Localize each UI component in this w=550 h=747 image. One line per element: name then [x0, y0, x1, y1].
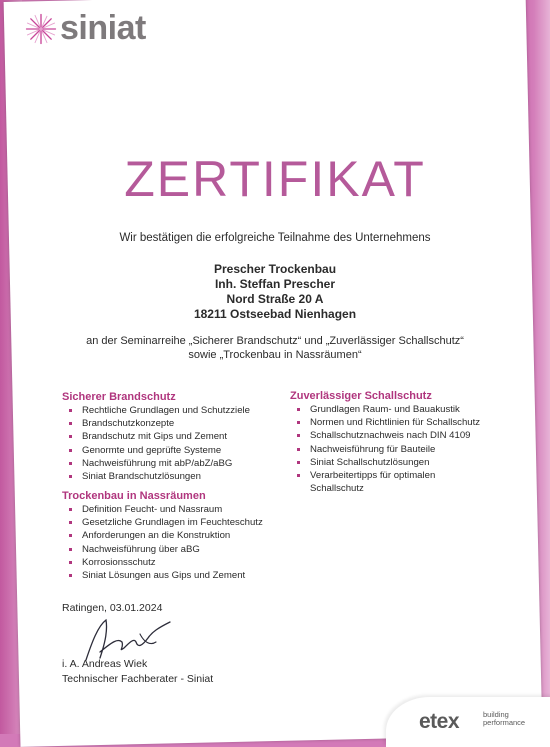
starburst-icon — [24, 12, 58, 46]
list-item: Anforderungen an die Konstruktion — [62, 529, 277, 542]
etex-tagline-line-1: building — [483, 710, 509, 719]
intro-text: Wir bestätigen die erfolgreiche Teilnahme des Unternehmens — [119, 232, 431, 244]
company-owner: Inh. Steffan Prescher — [214, 277, 336, 291]
seminar-line-2: sowie „Trockenbau in Nassräumen“ — [188, 349, 362, 361]
signer-role: Technischer Fachberater - Siniat — [62, 673, 214, 685]
etex-logo — [386, 697, 550, 734]
list-item: Verarbeitertipps für optimalen Schallschutz — [290, 469, 490, 495]
list-item: Nachweisführung über aBG — [62, 543, 277, 556]
list-item: Gesetzliche Grundlagen im Feuchteschutz — [62, 516, 277, 529]
seminar-line-1: an der Seminarreihe „Sicherer Brandschutz“ und „Zuverlässiger Schallschutz“ — [86, 335, 464, 347]
logo-wordmark: siniat — [60, 9, 146, 47]
signer-block — [62, 657, 213, 687]
list-item: Nachweisführung mit abP/abZ/aBG — [62, 457, 277, 470]
company-name: Prescher Trockenbau — [213, 262, 337, 276]
seminar-text — [0, 334, 550, 362]
list-item: Nachweisführung für Bauteile — [290, 443, 490, 456]
section-schallschutz — [290, 389, 490, 495]
section-heading: Zuverlässiger Schallschutz — [290, 390, 432, 402]
company-city: 18211 Ostseebad Nienhagen — [193, 307, 357, 321]
etex-tagline — [483, 711, 525, 727]
section-heading: Sicherer Brandschutz — [62, 391, 176, 403]
etex-wordmark: etex — [419, 710, 460, 733]
list-item: Genormte und geprüfte Systeme — [62, 444, 277, 457]
list-item: Siniat Schallschutzlösungen — [290, 456, 490, 469]
page-title: ZERTIFIKAT — [124, 151, 426, 207]
place-date: Ratingen, 03.01.2024 — [62, 602, 163, 614]
list-item: Grundlagen Raum- und Bauakustik — [290, 403, 490, 416]
list-item: Brandschutz mit Gips und Zement — [62, 430, 277, 443]
company-street: Nord Straße 20 A — [226, 292, 324, 306]
list-item: Siniat Brandschutzlösungen — [62, 470, 277, 483]
list-item: Schallschutznachweis nach DIN 4109 — [290, 429, 490, 442]
list-item: Rechtliche Grundlagen und Schutzziele — [62, 404, 277, 417]
signer-name: i. A. Andreas Wiek — [62, 658, 148, 670]
list-item: Normen und Richtlinien für Schallschutz — [290, 416, 490, 429]
list-item: Korrosionsschutz — [62, 556, 277, 569]
section-brandschutz — [62, 390, 277, 483]
list-item: Siniat Lösungen aus Gips und Zement — [62, 569, 277, 582]
etex-tagline-line-2: performance — [483, 718, 526, 727]
section-nassraum — [62, 489, 277, 582]
etex-logo-background — [386, 697, 550, 747]
list-item: Definition Feucht- und Nassraum — [62, 503, 277, 516]
company-block — [0, 262, 550, 322]
siniat-logo — [24, 9, 146, 48]
section-heading: Trockenbau in Nassräumen — [62, 490, 206, 502]
list-item: Brandschutzkonzepte — [62, 417, 277, 430]
